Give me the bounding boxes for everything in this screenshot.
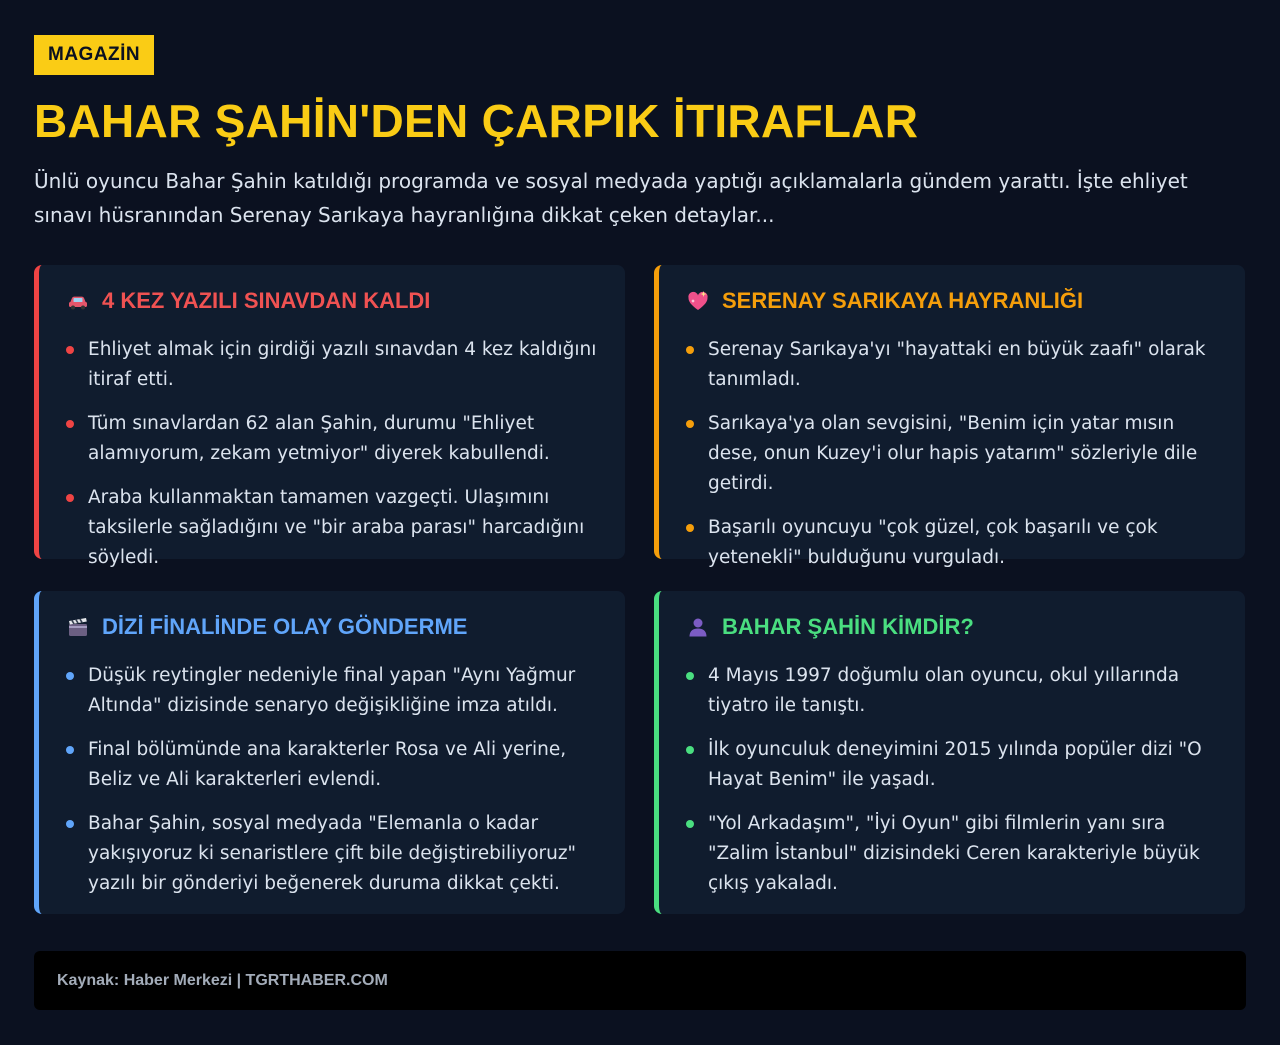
source-footer: Kaynak: Haber Merkezi | TGRTHABER.COM xyxy=(34,951,1246,1010)
card-series-finale xyxy=(34,591,625,914)
bullet-dot xyxy=(66,746,74,754)
bullet-dot xyxy=(66,346,74,354)
clapperboard-icon xyxy=(66,615,90,639)
bullet-dot xyxy=(686,746,694,754)
list-item: Sarıkaya'ya olan sevgisini, "Benim için yatar mısın dese, onun Kuzey'i olur hapis yatarım" sözleriyle dile getirdi. xyxy=(686,409,1221,499)
card-list xyxy=(686,335,1221,573)
card-serenay-admiration xyxy=(654,265,1245,568)
bullet-dot xyxy=(66,420,74,428)
list-item: Serenay Sarıkaya'yı "hayattaki en büyük zaafı" olarak tanımladı. xyxy=(686,335,1221,395)
bullet-dot xyxy=(66,672,74,680)
bullet-dot xyxy=(686,524,694,532)
list-item: Düşük reytingler nedeniyle final yapan "Aynı Yağmur Altında" dizisinde senaryo değişikliğine imza atıldı. xyxy=(66,661,601,721)
card-title-text: SERENAY SARIKAYA HAYRANLIĞI xyxy=(722,288,1084,313)
card-title xyxy=(66,613,601,641)
bullet-dot xyxy=(686,820,694,828)
bullet-dot xyxy=(686,672,694,680)
page-title: BAHAR ŞAHİN'DEN ÇARPIK İTIRAFLAR xyxy=(34,95,919,147)
card-title-text: DİZİ FİNALİNDE OLAY GÖNDERME xyxy=(102,614,468,639)
card-list xyxy=(66,335,601,573)
card-title xyxy=(66,287,601,315)
list-item: Başarılı oyuncuyu "çok güzel, çok başarılı ve çok yetenekli" bulduğunu vurguladı. xyxy=(686,513,1221,573)
card-title-text: BAHAR ŞAHİN KİMDİR? xyxy=(722,614,974,639)
card-who-is xyxy=(654,591,1245,914)
list-item: Final bölümünde ana karakterler Rosa ve Ali yerine, Beliz ve Ali karakterleri evlendi. xyxy=(66,735,601,795)
bullet-dot xyxy=(66,820,74,828)
list-item: İlk oyunculuk deneyimini 2015 yılında popüler dizi "O Hayat Benim" ile yaşadı. xyxy=(686,735,1221,795)
person-silhouette-icon xyxy=(686,615,710,639)
car-icon xyxy=(66,289,90,313)
card-list xyxy=(66,661,601,899)
category-badge: MAGAZİN xyxy=(34,35,154,75)
bullet-dot xyxy=(66,494,74,502)
list-item: 4 Mayıs 1997 doğumlu olan oyuncu, okul yıllarında tiyatro ile tanıştı. xyxy=(686,661,1221,721)
card-title-text: 4 KEZ YAZILI SINAVDAN KALDI xyxy=(102,288,431,313)
list-item: Ehliyet almak için girdiği yazılı sınavdan 4 kez kaldığını itiraf etti. xyxy=(66,335,601,395)
list-item: Araba kullanmaktan tamamen vazgeçti. Ulaşımını taksilerle sağladığını ve "bir araba parası" harcadığını söyledi. xyxy=(66,483,601,573)
card-title xyxy=(686,613,1221,641)
card-driving-exam xyxy=(34,265,625,568)
list-item: "Yol Arkadaşım", "İyi Oyun" gibi filmlerin yanı sıra "Zalim İstanbul" dizisindeki Ceren karakteriyle büyük çıkış yakaladı. xyxy=(686,809,1221,899)
intro-paragraph: Ünlü oyuncu Bahar Şahin katıldığı programda ve sosyal medyada yaptığı açıklamalarla gündem yarattı. İşte ehliyet sınavı hüsranından Serenay Sarıkaya hayranlığına dikkat çeken detaylar... xyxy=(34,169,1188,227)
card-title xyxy=(686,287,1221,315)
bullet-dot xyxy=(686,420,694,428)
sparkling-heart-icon xyxy=(686,289,710,313)
list-item: Bahar Şahin, sosyal medyada "Elemanla o kadar yakışıyoruz ki senaristlere çift bile değiştirebiliyoruz" yazılı bir gönderiyi beğenerek duruma dikkat çekti. xyxy=(66,809,601,899)
list-item: Tüm sınavlardan 62 alan Şahin, durumu "Ehliyet alamıyorum, zekam yetmiyor" diyerek kabullendi. xyxy=(66,409,601,469)
card-list xyxy=(686,661,1221,899)
bullet-dot xyxy=(686,346,694,354)
